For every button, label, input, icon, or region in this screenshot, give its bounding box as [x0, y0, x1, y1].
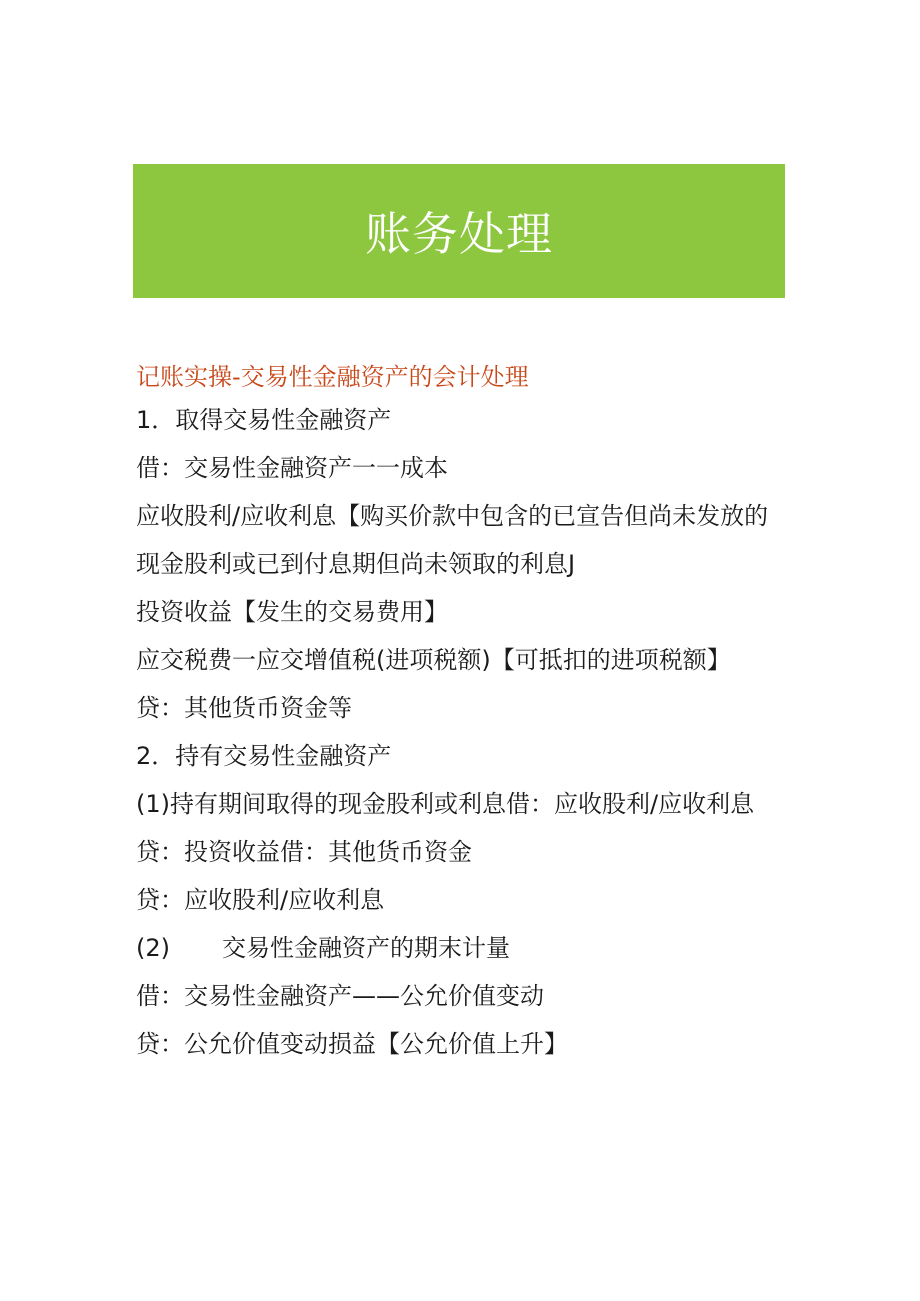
step-heading-1: 1．取得交易性金融资产 [136, 406, 392, 434]
section-subtitle: 记账实操-交易性金融资产的会计处理 [136, 363, 529, 391]
entry-line: 借：交易性金融资产一一成本 [136, 454, 448, 482]
step-heading-2: 2．持有交易性金融资产 [136, 742, 392, 770]
sub-heading-text: 交易性金融资产的期末计量 [222, 934, 510, 962]
entry-line: (1)持有期间取得的现金股利或利息借：应收股利/应收利息 [136, 790, 755, 818]
entry-line: 借：交易性金融资产——公允价值变动 [136, 982, 544, 1010]
entry-line: 贷：公允价值变动损益【公允价值上升】 [136, 1030, 568, 1058]
sub-heading-number: (2) [136, 934, 170, 962]
banner-title: 账务处理 [365, 207, 553, 261]
document-body [136, 358, 836, 1068]
entry-line: 贷：投资收益借：其他货币资金 [136, 838, 472, 866]
entry-line: 贷：应收股利/应收利息 [136, 886, 385, 914]
entry-line: 贷：其他货币资金等 [136, 694, 352, 722]
sub-heading [136, 924, 836, 972]
entry-line: 应收股利/应收利息【购买价款中包含的已宣告但尚未发放的现金股利或已到付息期但尚未领取的利息J [136, 502, 769, 578]
section-banner [133, 164, 785, 298]
entry-line: 投资收益【发生的交易费用】 [136, 598, 448, 626]
entry-line: 应交税费一应交增值税(进项税额)【可抵扣的进项税额】 [136, 646, 731, 674]
